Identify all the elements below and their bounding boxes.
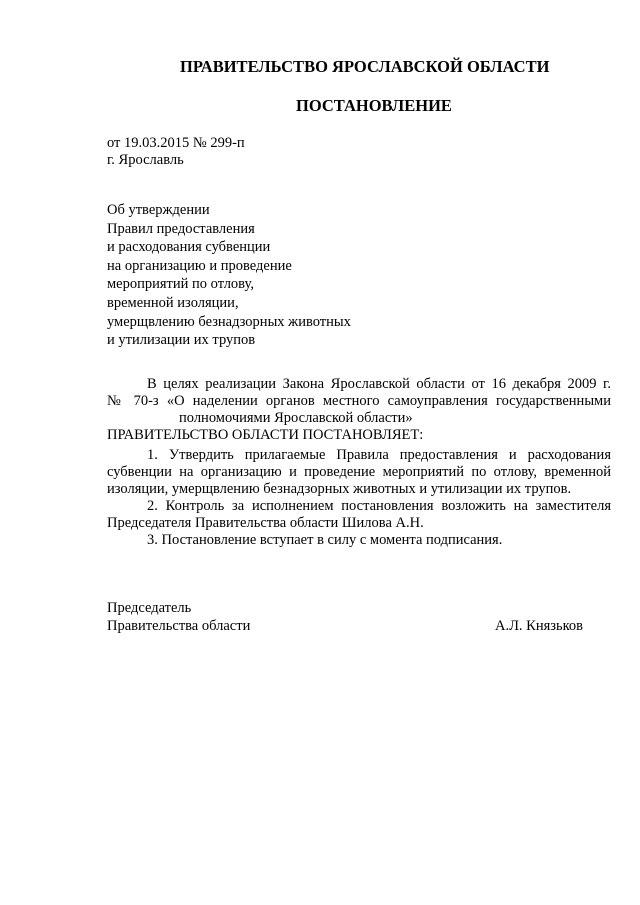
preamble-line: № 70-з «О наделении органов местного самоуправления государственными bbox=[107, 393, 611, 409]
subject-line: и утилизации их трупов bbox=[107, 332, 256, 349]
item-1-line: субвенции на организацию и проведение мероприятий по отлову, временной bbox=[107, 464, 611, 480]
signature-title-line: Председатель bbox=[107, 600, 192, 616]
subject-line: мероприятий по отлову, bbox=[107, 276, 254, 293]
signature-title-line: Правительства области bbox=[107, 618, 251, 634]
resolution-items bbox=[107, 447, 611, 549]
item-1-line: 1. Утвердить прилагаемые Правила предоставления и расходования bbox=[147, 447, 611, 463]
item-1-line: изоляции, умерщвлению безнадзорных животных и утилизации их трупов. bbox=[107, 481, 572, 497]
subject-line: на организацию и проведение bbox=[107, 257, 292, 274]
item-3-line: 3. Постановление вступает в силу с момента подписания. bbox=[147, 532, 503, 548]
preamble bbox=[107, 376, 611, 444]
preamble-line: В целях реализации Закона Ярославской области от 16 декабря 2009 г. bbox=[147, 376, 611, 392]
signatory-name: А.Л. Князьков bbox=[495, 618, 584, 634]
preamble-line: полномочиями Ярославской области» bbox=[179, 410, 413, 426]
item-2-line: Председателя Правительства области Шилова А.Н. bbox=[107, 515, 424, 531]
subject-line: временной изоляции, bbox=[107, 294, 239, 311]
document-type-title: ПОСТАНОВЛЕНИЕ bbox=[296, 96, 452, 115]
decree-line: ПРАВИТЕЛЬСТВО ОБЛАСТИ ПОСТАНОВЛЯЕТ: bbox=[107, 427, 424, 443]
subject-line: Об утверждении bbox=[107, 202, 210, 218]
subject-line: Правил предоставления bbox=[107, 220, 255, 237]
item-2-line: 2. Контроль за исполнением постановления возложить на заместителя bbox=[147, 498, 611, 514]
subject-line: умерщвлению безнадзорных животных bbox=[107, 313, 351, 330]
subject-line: и расходования субвенции bbox=[107, 239, 271, 256]
city: г. Ярославль bbox=[107, 152, 184, 168]
subject-block bbox=[107, 201, 351, 350]
date-number: от 19.03.2015 № 299-п bbox=[107, 135, 245, 151]
organization-title: ПРАВИТЕЛЬСТВО ЯРОСЛАВСКОЙ ОБЛАСТИ bbox=[180, 57, 550, 76]
